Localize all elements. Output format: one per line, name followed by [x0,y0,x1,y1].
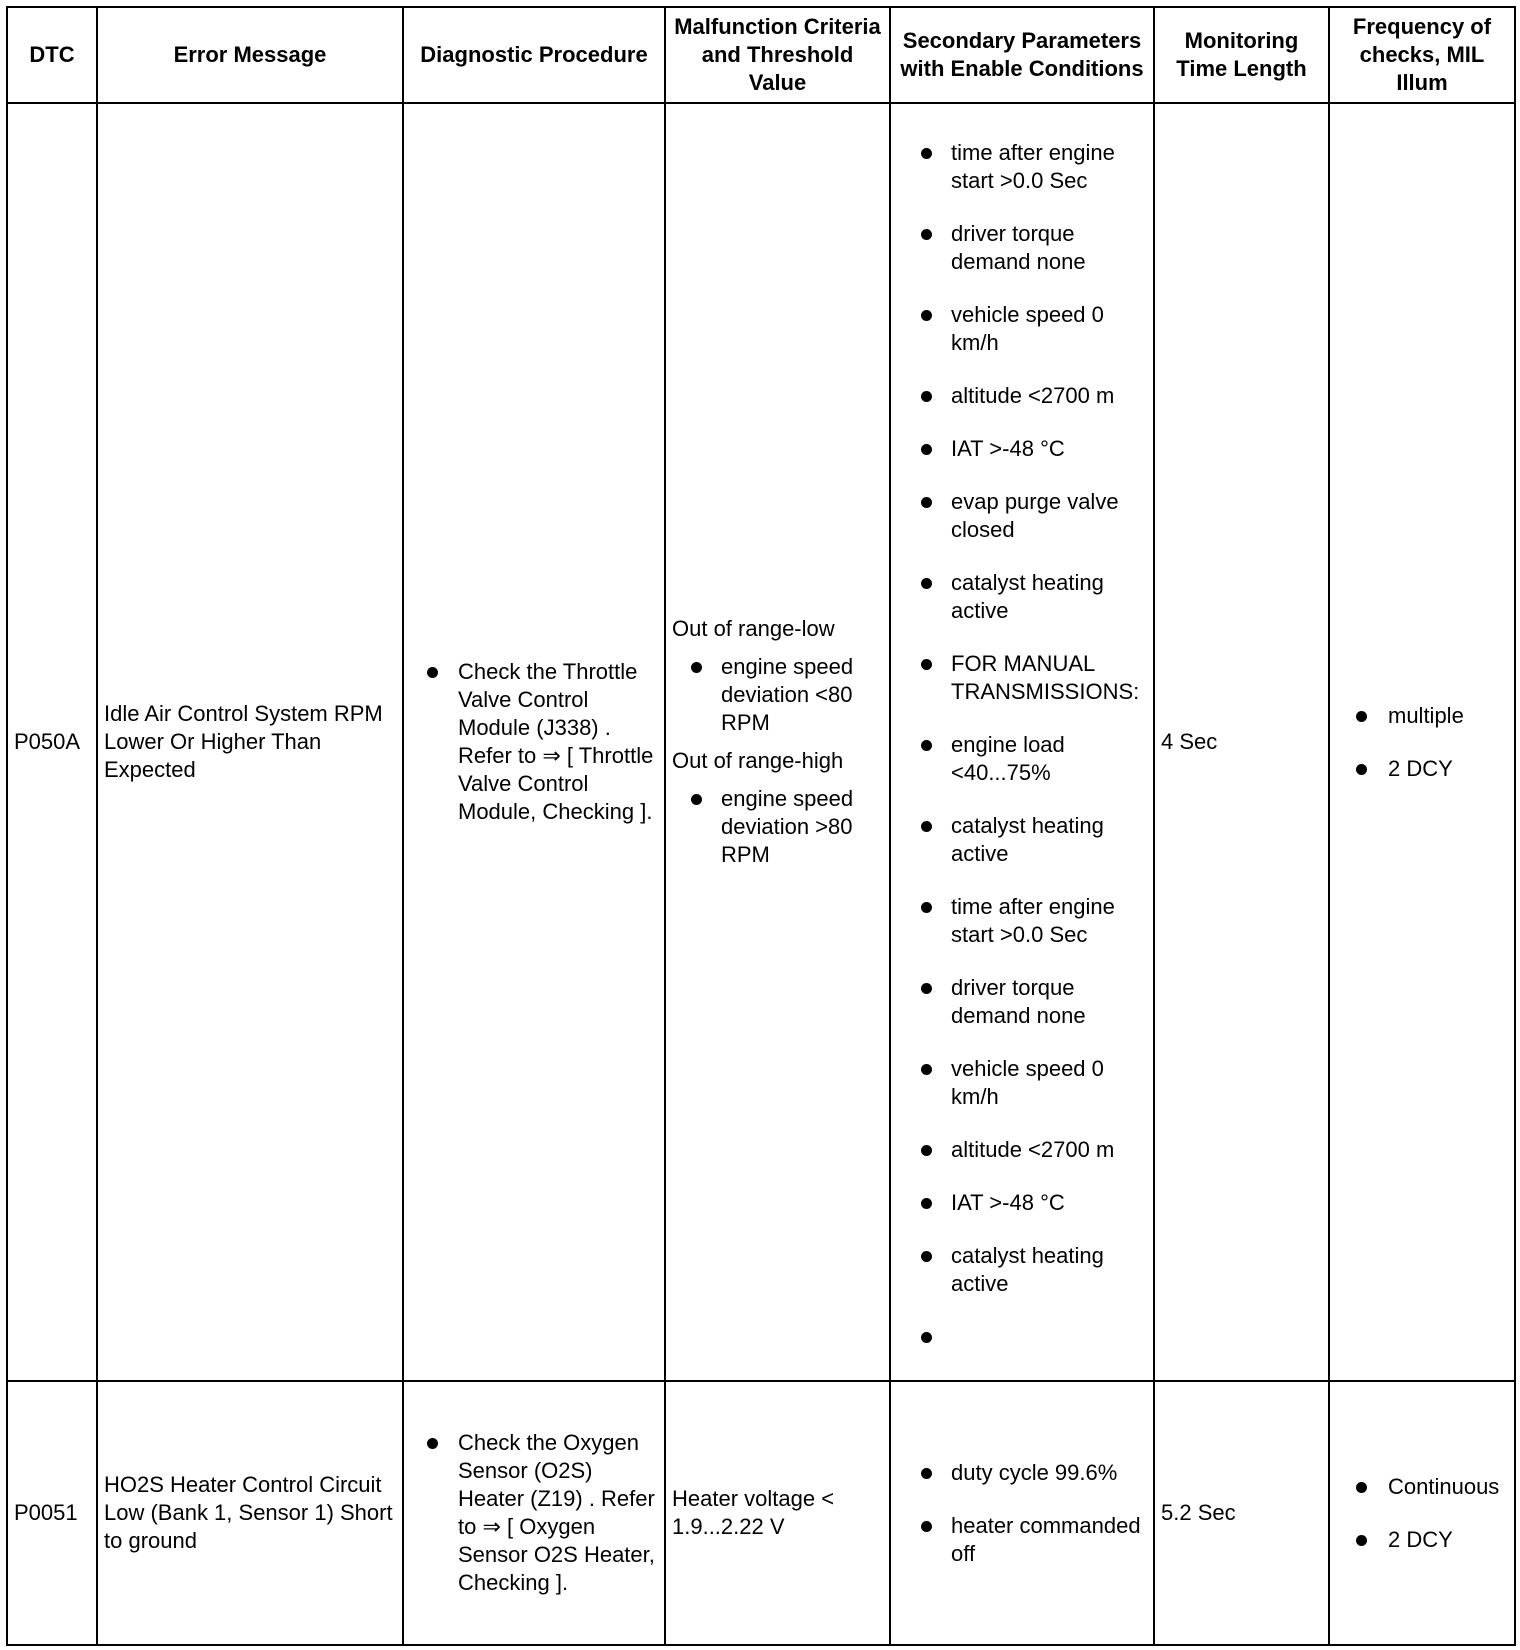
diagnostic-procedure: Check the Oxygen Sensor (O2S) Heater (Z19) . Refer to ⇒ [ Oxygen Sensor O2S Heater, Checking ]. [410,1429,658,1597]
dtc-code: P050A [7,103,97,1381]
frequency-item: multiple [1336,702,1508,730]
parameter-item: time after engine start >0.0 Sec [897,893,1147,949]
parameter-item: time after engine start >0.0 Sec [897,139,1147,195]
header-frequency: Frequency of checks, MIL Illum [1329,7,1515,103]
header-monitoring-time: Monitoring Time Length [1154,7,1329,103]
frequency-item: 2 DCY [1336,1526,1508,1554]
secondary-parameters-cell [890,103,1154,1381]
parameter-item: altitude <2700 m [897,382,1147,410]
malfunction-criteria-cell [665,103,890,1381]
criteria-item: engine speed deviation >80 RPM [672,785,883,869]
error-message: HO2S Heater Control Circuit Low (Bank 1, Sensor 1) Short to ground [97,1381,403,1645]
monitoring-time: 5.2 Sec [1154,1381,1329,1645]
parameter-item: altitude <2700 m [897,1136,1147,1164]
parameter-item: heater commanded off [897,1512,1147,1568]
header-diagnostic-procedure: Diagnostic Procedure [403,7,665,103]
parameter-item: driver torque demand none [897,220,1147,276]
header-row [7,7,1515,103]
header-dtc: DTC [7,7,97,103]
parameter-item: IAT >-48 °C [897,435,1147,463]
malfunction-criteria: Heater voltage < 1.9...2.22 V [665,1381,890,1645]
frequency-item: 2 DCY [1336,755,1508,783]
secondary-parameters-cell [890,1381,1154,1645]
table-row [7,103,1515,1381]
frequency-cell [1329,1381,1515,1645]
monitoring-time: 4 Sec [1154,103,1329,1381]
criteria-group [672,615,883,737]
header-error-message: Error Message [97,7,403,103]
parameter-item: IAT >-48 °C [897,1189,1147,1217]
dtc-code: P0051 [7,1381,97,1645]
error-message: Idle Air Control System RPM Lower Or Higher Than Expected [97,103,403,1381]
criteria-group [672,747,883,869]
frequency-cell [1329,103,1515,1381]
diagnostic-procedure-cell [403,1381,665,1645]
diagnostic-procedure-cell [403,103,665,1381]
diagnostic-procedure: Check the Throttle Valve Control Module (J338) . Refer to ⇒ [ Throttle Valve Control Module, Checking ]. [410,658,658,826]
frequency-item: Continuous [1336,1473,1508,1501]
header-secondary-parameters: Secondary Parameters with Enable Conditions [890,7,1154,103]
parameter-item: catalyst heating active [897,812,1147,868]
parameter-item: engine load <40...75% [897,731,1147,787]
parameter-item: catalyst heating active [897,569,1147,625]
parameter-item: catalyst heating active [897,1242,1147,1298]
parameter-item-empty [897,1323,1147,1351]
criteria-label: Out of range-high [672,748,844,773]
parameter-item: FOR MANUAL TRANSMISSIONS: [897,650,1147,706]
dtc-table [6,6,1516,1646]
parameter-item: duty cycle 99.6% [897,1459,1147,1487]
criteria-item: engine speed deviation <80 RPM [672,653,883,737]
criteria-label: Out of range-low [672,616,835,641]
parameter-item: driver torque demand none [897,974,1147,1030]
parameter-item: vehicle speed 0 km/h [897,301,1147,357]
table-row [7,1381,1515,1645]
parameter-item: evap purge valve closed [897,488,1147,544]
header-malfunction-criteria: Malfunction Criteria and Threshold Value [665,7,890,103]
parameter-item: vehicle speed 0 km/h [897,1055,1147,1111]
